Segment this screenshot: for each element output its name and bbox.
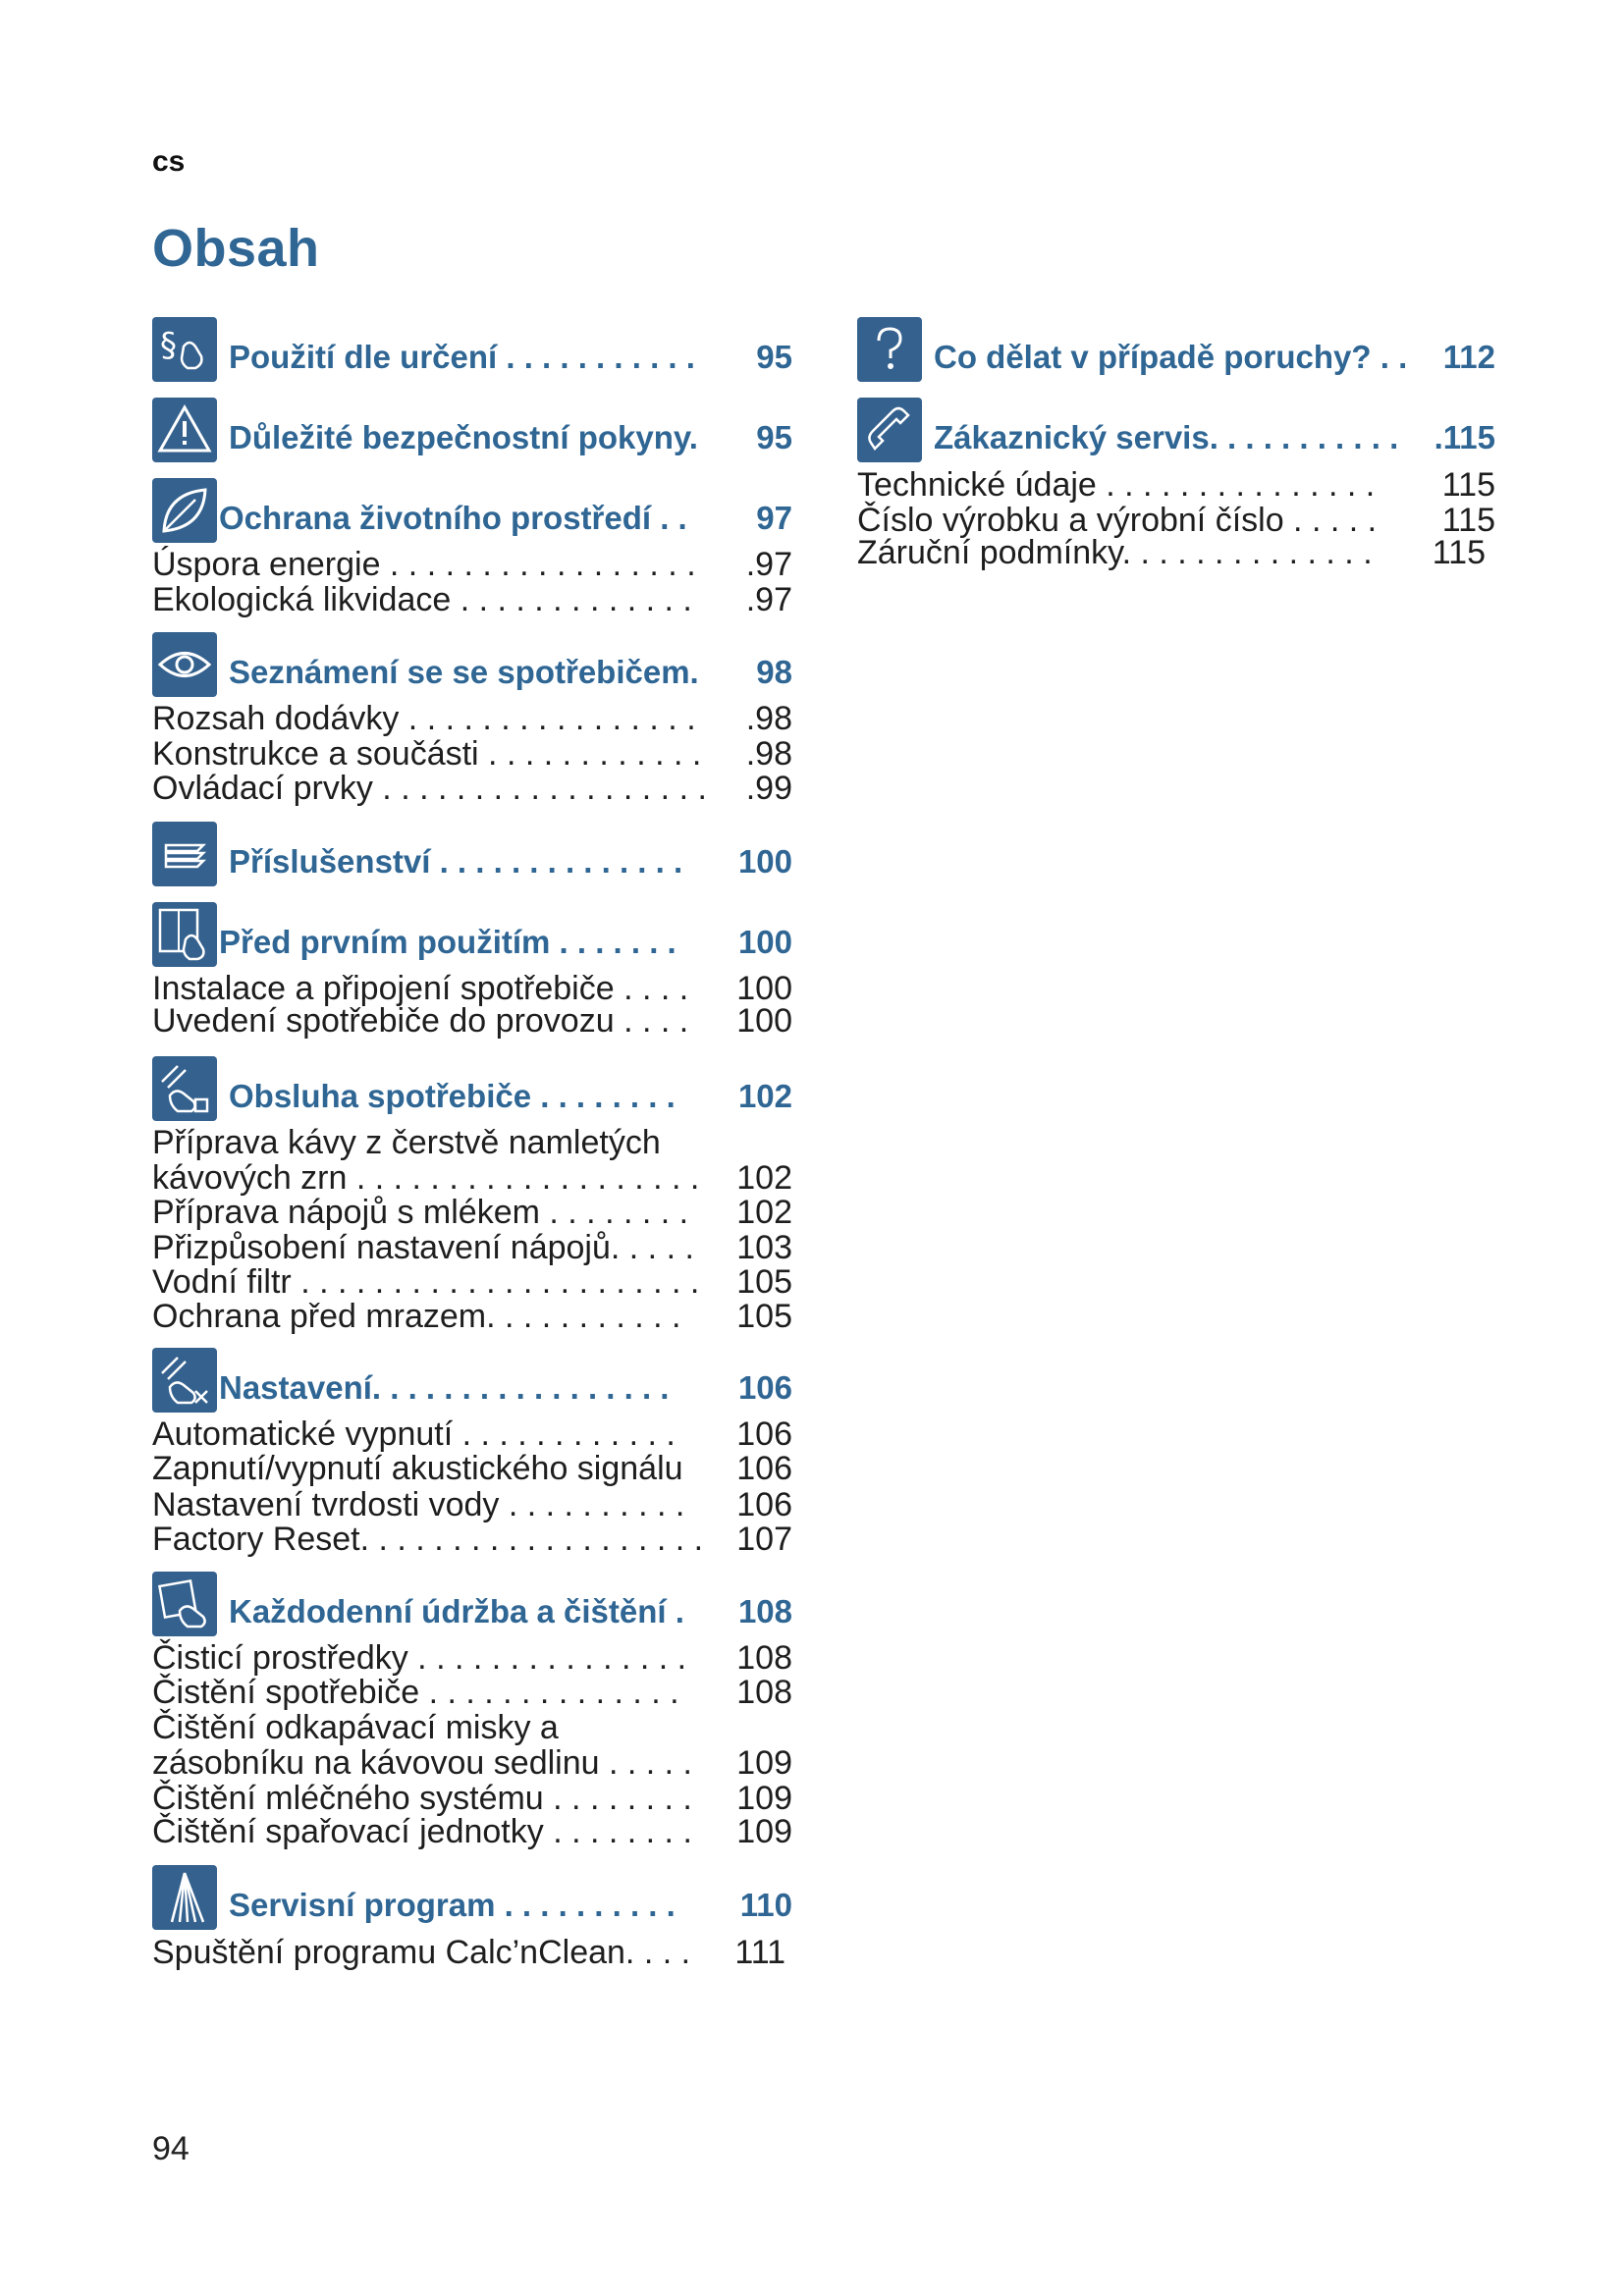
toc-section-settings[interactable] — [152, 1348, 792, 1415]
item-page: 115 — [1432, 534, 1486, 571]
item-page: .97 — [745, 546, 792, 583]
item-label: kávových zrn . . . . . . . . . . . . . . . . . . . — [152, 1159, 700, 1197]
item-page: 108 — [736, 1674, 792, 1711]
section-page: 95 — [756, 339, 792, 375]
item-page: 106 — [736, 1450, 792, 1487]
section-label: Servisní program . . . . . . . . . . — [229, 1887, 676, 1923]
svg-text:§: § — [160, 326, 177, 365]
item-label: Uvedení spotřebiče do provozu . . . . — [152, 1002, 689, 1040]
toc-item[interactable] — [152, 1004, 792, 1038]
toc-item[interactable] — [152, 1641, 792, 1675]
manual-hand-icon — [152, 902, 217, 967]
section-page: 100 — [737, 924, 792, 960]
section-label: Před prvním použitím . . . . . . . — [219, 924, 677, 960]
item-label: Přizpůsobení nastavení nápojů. . . . . — [152, 1229, 694, 1266]
item-label: Čistění spotřebiče . . . . . . . . . . . . . . — [152, 1674, 679, 1711]
section-page: 100 — [737, 843, 792, 880]
toc-section-first-use[interactable] — [152, 902, 792, 969]
section-label: Příslušenství . . . . . . . . . . . . . . — [229, 843, 683, 880]
item-label: Čištění odkapávací misky a — [152, 1709, 559, 1746]
item-page: 115 — [1441, 502, 1495, 539]
item-page: 111 — [734, 1934, 785, 1971]
item-page: 102 — [736, 1159, 792, 1197]
section-page: .115 — [1434, 419, 1495, 455]
toc-item[interactable] — [152, 1936, 785, 1969]
toc-item[interactable] — [152, 1746, 792, 1780]
toc-section-safety[interactable] — [152, 398, 792, 464]
toc-item[interactable] — [152, 737, 792, 771]
section-page: 110 — [739, 1887, 792, 1923]
toc-item[interactable] — [857, 536, 1486, 569]
item-label: Ochrana před mrazem. . . . . . . . . . . — [152, 1298, 681, 1335]
warning-triangle-icon — [152, 398, 217, 462]
toc-section-troubleshooting[interactable] — [857, 317, 1495, 384]
section-label: Co dělat v případě poruchy? . . — [934, 339, 1408, 375]
item-label: Ovládací prvky . . . . . . . . . . . . . . . . . . — [152, 770, 707, 807]
leaf-icon — [152, 478, 217, 543]
item-page: 102 — [736, 1194, 792, 1231]
section-label: Nastavení. . . . . . . . . . . . . . . . . — [219, 1369, 670, 1406]
toc-item[interactable] — [152, 702, 792, 735]
item-label: Automatické vypnutí . . . . . . . . . . . . — [152, 1415, 676, 1453]
toc-section-care[interactable] — [152, 1572, 792, 1638]
paragraph-hand-icon — [152, 317, 217, 382]
toc-item[interactable] — [152, 772, 792, 805]
item-label: Factory Reset. . . . . . . . . . . . . . . . . . . — [152, 1521, 704, 1558]
language-code: cs — [152, 145, 186, 178]
toc-section-environment[interactable] — [152, 478, 792, 545]
item-label: Konstrukce a součásti . . . . . . . . . . . . — [152, 735, 702, 773]
section-page: 98 — [756, 654, 792, 690]
hand-coffee-icon — [152, 1056, 217, 1121]
page-title: Obsah — [152, 219, 320, 278]
section-label: Důležité bezpečnostní pokyny. — [229, 419, 698, 455]
item-page: 105 — [736, 1298, 792, 1335]
section-page: 112 — [1442, 339, 1495, 375]
item-label: Instalace a připojení spotřebiče . . . . — [152, 970, 689, 1007]
toc-item[interactable] — [152, 1300, 792, 1333]
item-page: 106 — [736, 1415, 792, 1453]
item-page: 100 — [736, 970, 792, 1007]
item-label: zásobníku na kávovou sedlinu . . . . . — [152, 1744, 692, 1782]
toc-item[interactable] — [152, 1452, 792, 1485]
item-page: .97 — [745, 581, 792, 618]
hand-settings-icon — [152, 1348, 217, 1413]
section-label: Seznámení se se spotřebičem. — [229, 654, 699, 690]
toc-item[interactable] — [152, 1815, 792, 1848]
item-page: 115 — [1441, 466, 1495, 504]
item-page: .98 — [745, 735, 792, 773]
item-label: Číslo výrobku a výrobní číslo . . . . . — [857, 502, 1378, 539]
stack-icon — [152, 822, 217, 886]
toc-item[interactable] — [152, 1488, 792, 1522]
section-label: Použití dle určení . . . . . . . . . . . — [229, 339, 695, 375]
toc-item[interactable] — [152, 1417, 792, 1451]
toc-section-accessories[interactable] — [152, 822, 792, 888]
section-label: Ochrana životního prostředí . . — [219, 500, 687, 536]
service-lines-icon — [152, 1865, 217, 1930]
page-number: 94 — [152, 2130, 189, 2167]
toc-item[interactable] — [857, 504, 1495, 537]
item-label: Čištění mléčného systému . . . . . . . . — [152, 1780, 692, 1817]
item-page: 109 — [736, 1744, 792, 1782]
toc-item[interactable] — [152, 972, 792, 1005]
toc-section-customer-service[interactable] — [857, 398, 1495, 464]
section-page: 102 — [737, 1078, 792, 1114]
toc-section-use[interactable] — [152, 317, 792, 384]
section-page: 106 — [737, 1369, 792, 1406]
toc-item[interactable] — [152, 1676, 792, 1709]
cleaning-hand-icon — [152, 1572, 217, 1636]
item-page: .99 — [745, 770, 792, 807]
phone-icon — [857, 398, 922, 462]
toc-item[interactable] — [857, 468, 1495, 502]
item-label: Čištění spařovací jednotky . . . . . . . . — [152, 1813, 692, 1850]
item-page: 107 — [736, 1521, 792, 1558]
item-label: Zapnutí/vypnutí akustického signálu — [152, 1450, 683, 1487]
section-page: 95 — [756, 419, 792, 455]
toc-item[interactable] — [152, 583, 792, 616]
item-page: 100 — [736, 1002, 792, 1040]
section-page: 97 — [756, 500, 792, 536]
item-page: 105 — [736, 1263, 792, 1301]
toc-item[interactable] — [152, 1782, 792, 1815]
item-page: 109 — [736, 1813, 792, 1850]
toc-item[interactable] — [152, 1161, 792, 1195]
toc-item[interactable] — [152, 1711, 792, 1744]
eye-icon — [152, 632, 217, 697]
item-page: 103 — [736, 1229, 792, 1266]
section-label: Obsluha spotřebiče . . . . . . . . — [229, 1078, 676, 1114]
toc-item[interactable] — [152, 1126, 792, 1159]
item-label: Ekologická likvidace . . . . . . . . . . . . . — [152, 581, 692, 618]
toc-item[interactable] — [152, 1196, 792, 1229]
item-label: Technické údaje . . . . . . . . . . . . . . . — [857, 466, 1376, 504]
item-label: Spuštění programu Calc’nClean. . . . — [152, 1934, 691, 1971]
toc-item[interactable] — [152, 1265, 792, 1299]
item-label: Vodní filtr . . . . . . . . . . . . . . . . . . . . . . — [152, 1263, 700, 1301]
item-page: 106 — [736, 1486, 792, 1523]
item-label: Čisticí prostředky . . . . . . . . . . . . . . . — [152, 1639, 687, 1677]
item-page: .98 — [745, 700, 792, 737]
section-label: Zákaznický servis. . . . . . . . . . . — [934, 419, 1399, 455]
item-label: Rozsah dodávky . . . . . . . . . . . . . . . . — [152, 700, 696, 737]
item-label: Úspora energie . . . . . . . . . . . . . . . . . — [152, 546, 696, 583]
toc-item[interactable] — [152, 1522, 792, 1556]
toc-section-getting-to-know[interactable] — [152, 632, 792, 699]
toc-section-operation[interactable] — [152, 1056, 792, 1123]
item-label: Nastavení tvrdosti vody . . . . . . . . . . — [152, 1486, 685, 1523]
item-label: Příprava nápojů s mlékem . . . . . . . . — [152, 1194, 689, 1231]
item-page: 108 — [736, 1639, 792, 1677]
toc-item[interactable] — [152, 548, 792, 581]
item-label: Příprava kávy z čerstvě namletých — [152, 1124, 661, 1161]
toc-item[interactable] — [152, 1231, 792, 1264]
item-label: Záruční podmínky. . . . . . . . . . . . . . — [857, 534, 1373, 571]
section-label: Každodenní údržba a čištění . — [229, 1593, 684, 1629]
section-page: 108 — [737, 1593, 792, 1629]
question-icon — [857, 317, 922, 382]
toc-section-service-program[interactable] — [152, 1865, 792, 1932]
item-page: 109 — [736, 1780, 792, 1817]
